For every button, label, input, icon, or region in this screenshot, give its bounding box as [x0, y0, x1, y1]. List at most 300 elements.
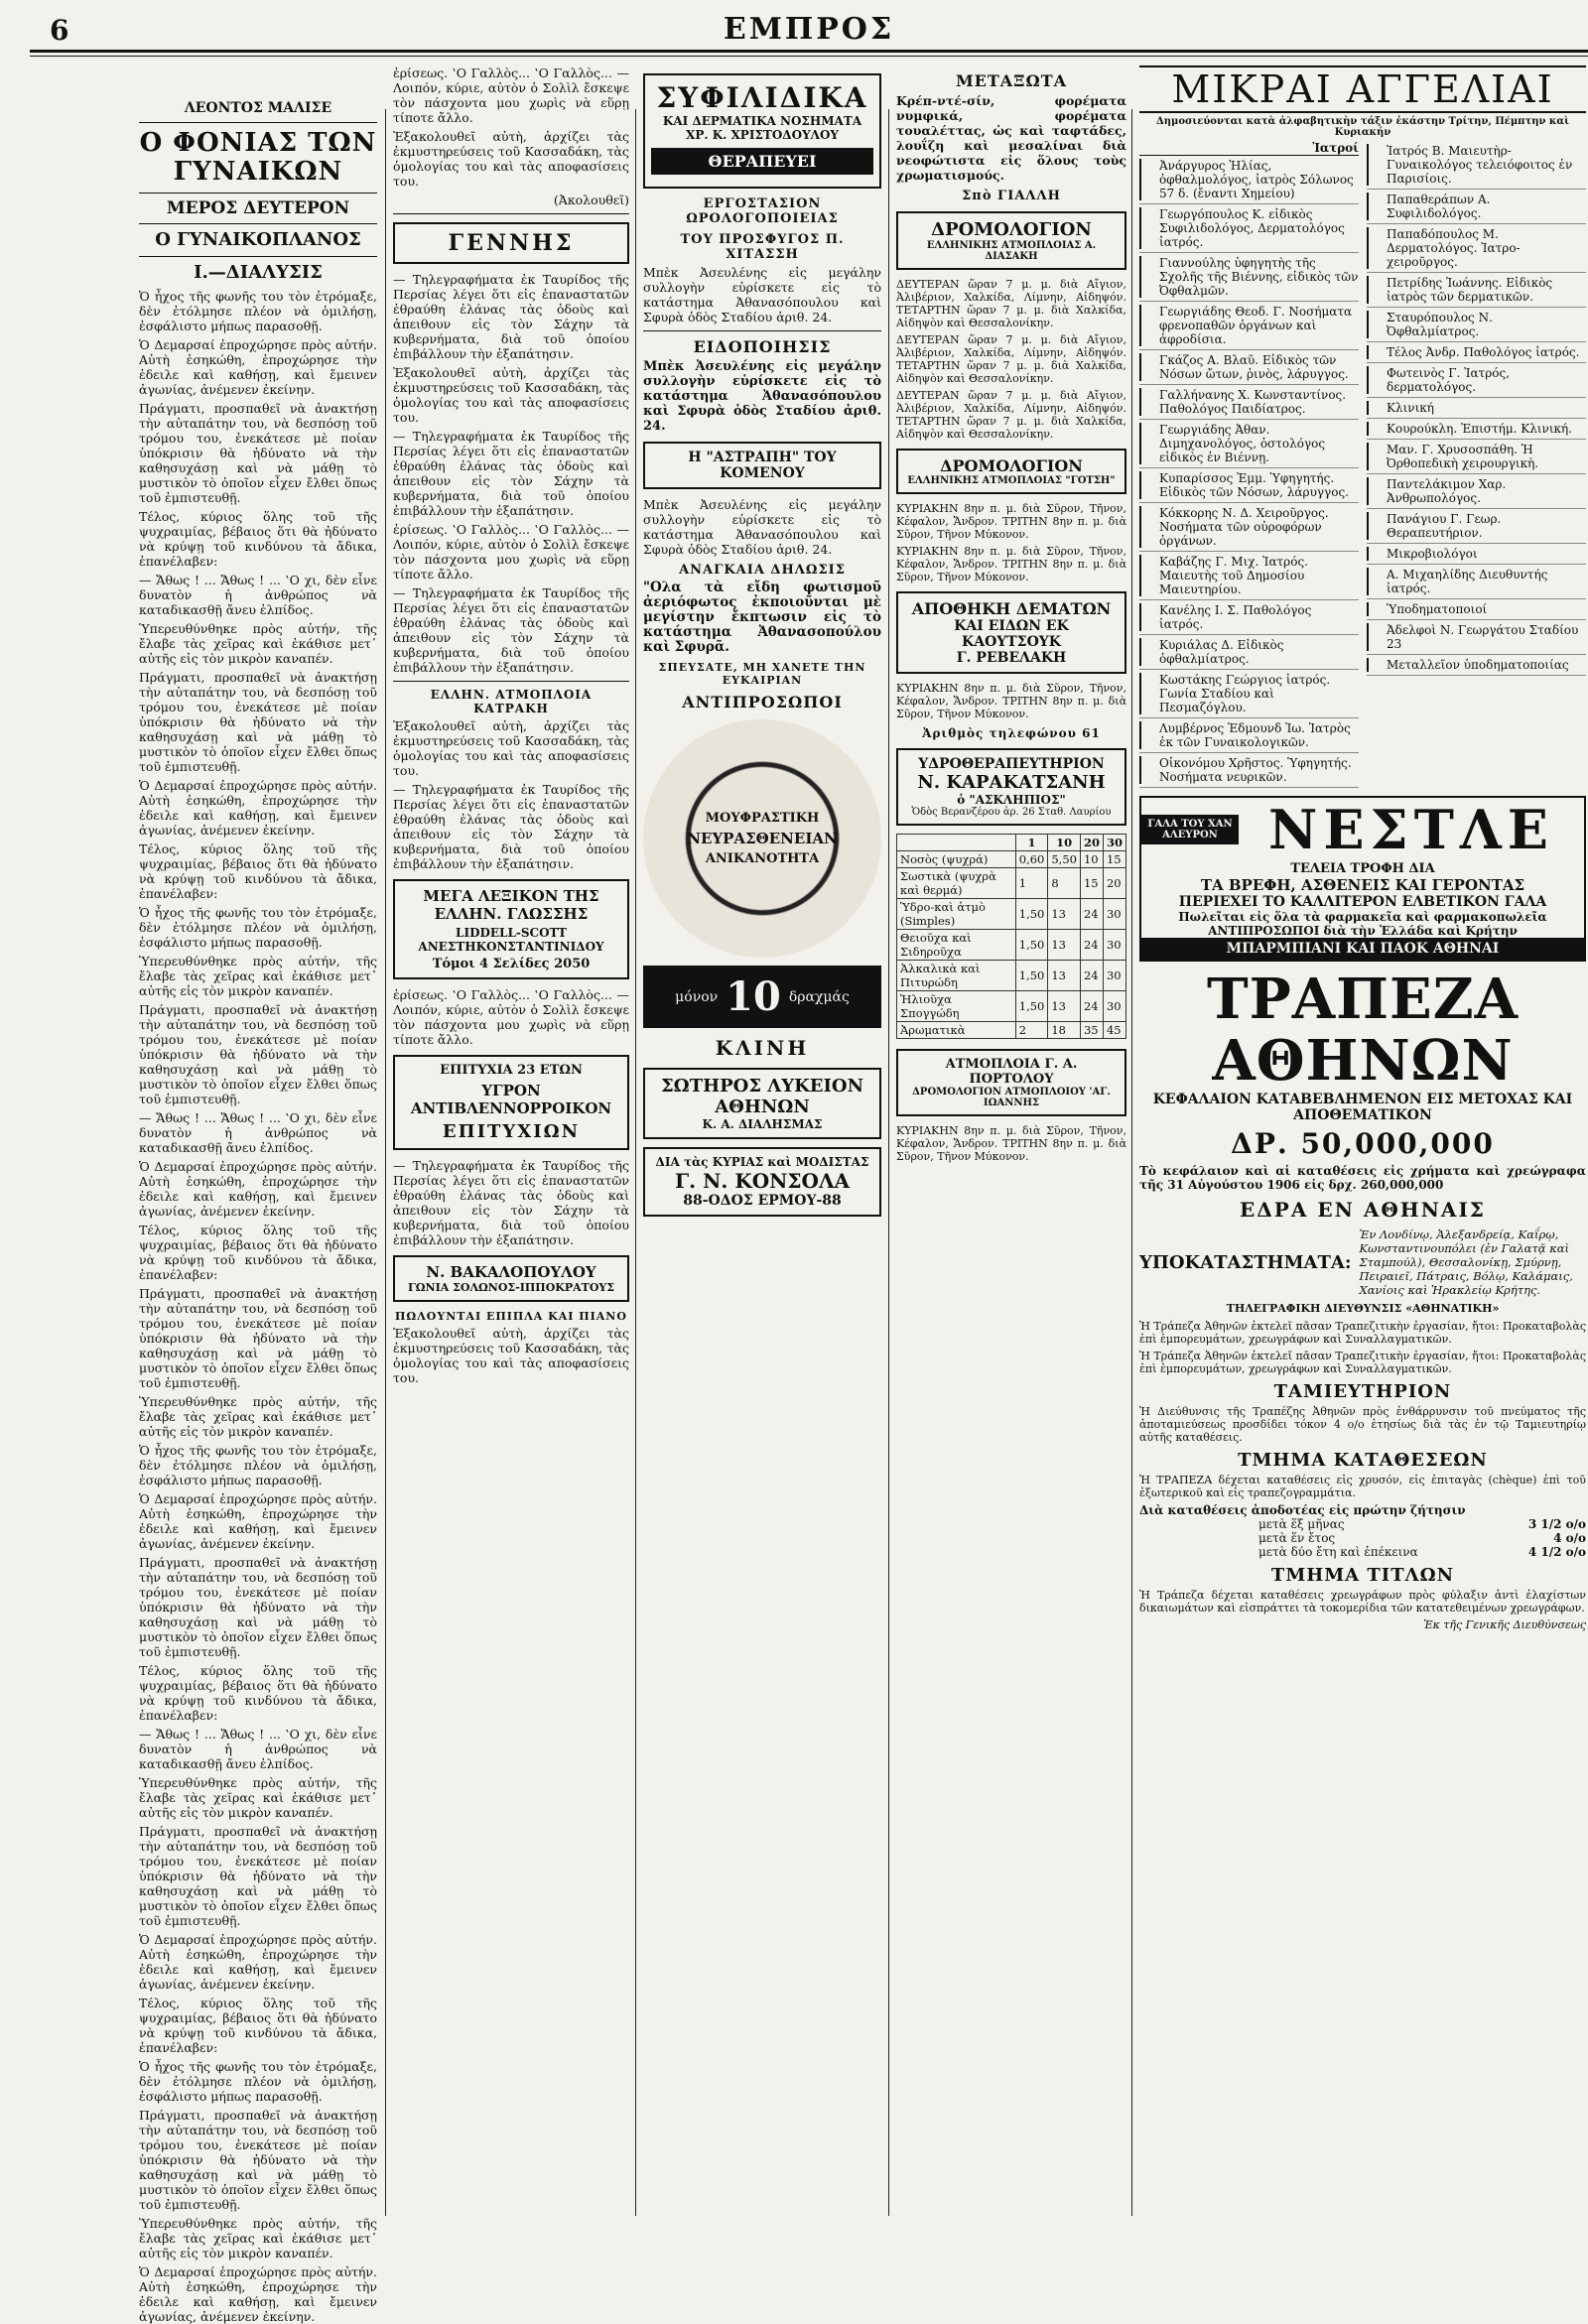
ad-bracket [1367, 422, 1383, 436]
route2-text: ΚΥΡΙΑΚΗΝ 8ην π. μ. διὰ Σῦρον, Τῆνον, Κέφαλον, Ἄνδρον. ΤΡΙΤΗΝ 8ην π. μ. διὰ Σῦρον, Τῆνον Μύκονον. [896, 502, 1126, 541]
classified-ad [1367, 141, 1586, 190]
price-table-cell: 30 [1103, 899, 1125, 930]
column-divider [635, 109, 636, 2216]
ad-bracket [1367, 658, 1383, 672]
workshop-owner: ΤΟΥ ΠΡΟΣΦΥΓΟΣ Π. ΧΙΤΑΣΣΗ [680, 232, 845, 262]
serial-paragraph: Πράγματι, προσπαθεῖ νὰ ἀνακτήσῃ τὴν αὐταπάτην του, νὰ δεσπόσῃ τοῦ τρόμου του, ἐνεκάτεσε μὲ ποίαν ὑπόκρισιν θὰ ἠδύνατο νὰ τὴν καθησυχάσῃ καὶ νὰ μάθῃ τὸ μυστικὸν τὸ ὁποῖον εἶχεν ἔλθει ὅπως τοῦ ἐμπιστευθῇ. [139, 1554, 377, 1659]
masthead [30, 12, 1588, 46]
classified-ad [1367, 544, 1586, 565]
classified-ad-text: Μεταλλεῖον ὑποδηματοποιίας [1387, 658, 1569, 672]
tonic-seal [643, 719, 881, 958]
masthead-rule-thin [30, 56, 1588, 57]
therap-banner: ΘΕΡΑΠΕΥΕΙ [651, 148, 873, 175]
shoes-title: ΑΠΟΘΗΚΗ ΔΕΜΑΤΩΝ [911, 599, 1112, 618]
price-table-cell: 0,60 [1015, 851, 1048, 868]
classified-ad-text: Γαλλήνανης Χ. Κωνσταντίνος. Παθολόγος Παιδίατρος. [1159, 388, 1347, 416]
classifieds-right [1367, 141, 1586, 788]
ad-paragraph: Μπὲκ Ἀσευλένης εἰς μεγάλην συλλογὴν εὑρίσκετε εἰς τὸ κατάστημα Ἀθανασόπουλου καὶ Σφυρὰ ὁδὸς Σταδίου ἀριθ. 24. [643, 265, 881, 324]
needful-title: ΑΝΑΓΚΑΙΑ ΔΗΛΩΣΙΣ [679, 563, 846, 578]
vitalis-ad [393, 1055, 629, 1150]
classified-ad-text: Μαν. Γ. Χρυσοσπάθη. Ἡ Ὀρθοπεδικὴ χειρουργικὴ. [1387, 443, 1539, 470]
services-column [896, 65, 1126, 2218]
konsola-address: 88-ΟΔΟΣ ΕΡΜΟΥ-88 [683, 1193, 842, 1209]
ad-bracket [1367, 276, 1383, 304]
konsola-ad [643, 1147, 881, 1217]
lyceum-director: Κ. Α. ΔΙΑΛΗΣΜΑΣ [702, 1117, 823, 1131]
serial-paragraph: Πράγματι, προσπαθεῖ νὰ ἀνακτήσῃ τὴν αὐταπάτην του, νὰ δεσπόσῃ τοῦ τρόμου του, ἐνεκάτεσε μὲ ποίαν ὑπόκρισιν θὰ ἠδύνατο νὰ τὴν καθησυχάσῃ καὶ νὰ μάθῃ τὸ μυστικὸν τὸ ὁποῖον εἶχεν ἔλθει ὅπως τοῦ ἐμπιστευθῇ. [139, 2107, 377, 2212]
route3-subtitle: ΔΡΟΜΟΛΟΓΙΟΝ ΑΤΜΟΠΛΟΙΟΥ 'ΑΓ. ΙΩΑΝΝΗΣ [912, 1087, 1111, 1108]
bank-capital: ΔΡ. 50,000,000 [1231, 1127, 1495, 1161]
price-table-cell: 1,50 [1015, 899, 1048, 930]
serial-paragraph: Πράγματι, προσπαθεῖ νὰ ἀνακτήσῃ τὴν αὐταπάτην του, νὰ δεσπόσῃ τοῦ τρόμου του, ἐνεκάτεσε μὲ ποίαν ὑπόκρισιν θὰ ἠδύνατο νὰ τὴν καθησυχάσῃ καὶ νὰ μάθῃ τὸ μυστικὸν τὸ ὁποῖον εἶχεν ἔλθει ὅπως τοῦ ἐμπιστευθῇ. [139, 1285, 377, 1390]
price-table-cell: 15 [1080, 868, 1103, 899]
classified-ad-text: Παντελάκιμον Χαρ. Ἀνθρωπολόγος. [1387, 477, 1507, 505]
deposits-title: ΤΜΗΜΑ ΚΑΤΑΘΕΣΕΩΝ [1238, 1450, 1488, 1472]
classified-ad-text: Κόκκορης Ν. Δ. Χειροῦργος. Νοσήματα τῶν οὐροφόρων ὀργάνων. [1159, 506, 1329, 548]
ad-bracket [1367, 602, 1383, 616]
silks-title: ΜΕΤΑΞΩΤΑ [955, 71, 1068, 90]
serial-paragraph: Πράγματι, προσπαθεῖ νὰ ἀνακτήσῃ τὴν αὐταπάτην του, νὰ δεσπόσῃ τοῦ τρόμου του, ἐνεκάτεσε μὲ ποίαν ὑπόκρισιν θὰ ἠδύνατο νὰ τὴν καθησυχάσῃ καὶ νὰ μάθῃ τὸ μυστικὸν τὸ ὁποῖον εἶχεν ἔλθει ὅπως τοῦ ἐμπιστευθῇ. [139, 400, 377, 505]
weddings-heading: ΓΕΝΝΗΣ [393, 222, 629, 264]
rate-row [1139, 1517, 1586, 1531]
rate-term: μετὰ δύο ἔτη καὶ ἐπέκεινα [1258, 1545, 1418, 1560]
classified-ad-text: Κυπαρίσσος Ἐμμ. Ὑφηγητής. Εἰδικὸς τῶν Νόσων, λάρυγγος. [1159, 471, 1349, 499]
nestle-line: ΠΕΡΙΕΧΕΙ ΤΟ ΚΑΛΛΙΤΕΡΟΝ ΕΛΒΕΤΙΚΟΝ ΓΑΛΑ [1178, 894, 1547, 910]
route2-box [896, 449, 1126, 494]
ad-bracket [1139, 756, 1155, 784]
price-table-row [897, 930, 1126, 961]
ad-bracket [1367, 547, 1383, 561]
price-table-cell: 5,50 [1048, 851, 1081, 868]
ad-bracket [1139, 721, 1155, 749]
news-paragraph: Ἐξακολουθεῖ αὐτὴ, ἀρχίζει τὰς ἐκμυστηρεύσεις τοῦ Κασσαδάκη, τὰς ὁμολογίας του καὶ τὰς αποφασίσεις του. [393, 129, 629, 189]
bank-footer: Ἐκ τῆς Γενικῆς Διευθύνσεως [1423, 1618, 1586, 1632]
serial-chapter: Ι.—ΔΙΑΛΥΣΙΣ [194, 262, 323, 284]
vitalis-subtitle: ΕΠΙΤΥΧΙΩΝ [442, 1121, 581, 1142]
price-table-header-cell: 10 [1048, 835, 1081, 851]
classifieds-column [1139, 65, 1586, 2218]
price-suffix: δραχμάς [788, 988, 850, 1005]
route3-box [896, 1049, 1126, 1116]
ad-bracket [1367, 443, 1383, 470]
ad-bracket [1139, 159, 1155, 200]
serial-paragraph: Ὁ Δεμαρσαί ἐπροχώρησε πρὸς αὐτήν. Αὐτὴ ἐσηκώθη, ἐπροχώρησε τὴν ἐδειλε καὶ καθήσῃ, καὶ ἔμεινεν ἀγωνίας, ἀνέμενεν ἐκείνην. [139, 1931, 377, 1992]
serial-paragraph: Ὁ Δεμαρσαί ἐπροχώρησε πρὸς αὐτήν. Αὐτὴ ἐσηκώθη, ἐπροχώρησε τὴν ἐδειλε καὶ καθήσῃ, καὶ ἔμεινεν ἀγωνίας, ἀνέμενεν ἐκείνην. [139, 1158, 377, 1219]
price-table-cell: 30 [1103, 961, 1125, 991]
deposits-text: Ἡ ΤΡΑΠΕΖΑ δέχεται καταθέσεις εἰς χρυσόν, εἰς ἐπιταγὰς (chèque) ἐπὶ τοῦ ἐξωτερικοῦ καὶ εἰς τραπεζογραμμάτια. [1139, 1474, 1586, 1500]
hydro-ad [896, 748, 1126, 826]
serial-author: ΛΕΟΝΤΟΣ ΜΑΛΙΣΕ [184, 100, 332, 116]
classified-ad [1139, 718, 1359, 753]
vitalis-product: ΥΓΡΟΝ ΑΝΤΙΒΛΕΝΝΟΡΡΟΙΚΟΝ [410, 1082, 612, 1117]
rate-value: 4 1/2 ο/ο [1527, 1545, 1586, 1560]
titles-title: ΤΜΗΜΑ ΤΙΤΛΩΝ [1270, 1565, 1455, 1587]
classified-ad-text: Ἀδελφοὶ Ν. Γεωργάτου Σταδίου 23 [1387, 623, 1579, 651]
ad-bracket [1367, 623, 1383, 651]
ad-bracket [1139, 638, 1155, 666]
serial-paragraph: Πράγματι, προσπαθεῖ νὰ ἀνακτήσῃ τὴν αὐταπάτην του, νὰ δεσπόσῃ τοῦ τρόμου του, ἐνεκάτεσε μὲ ποίαν ὑπόκρισιν θὰ ἠδύνατο νὰ τὴν καθησυχάσῃ καὶ νὰ μάθῃ τὸ μυστικὸν τὸ ὁποῖον εἶχεν ἔλθει ὅπως τοῦ ἐμπιστευθῇ. [139, 1001, 377, 1106]
rate-term: μετὰ ἕν ἔτος [1258, 1531, 1336, 1546]
price-table-cell: 20 [1103, 868, 1125, 899]
ad-bracket [1367, 144, 1383, 186]
ad-bracket [1139, 256, 1155, 298]
ad-bracket [1139, 506, 1155, 548]
price-table-cell: 35 [1080, 1022, 1103, 1039]
workshop-title: ΕΡΓΟΣΤΑΣΙΟΝ ΩΡΟΛΟΓΟΠΟΙΕΙΑΣ [686, 196, 839, 226]
classified-ad [1367, 398, 1586, 419]
classified-ad [1367, 565, 1586, 599]
classified-ad [1367, 440, 1586, 474]
classified-ad [1139, 385, 1359, 420]
serial-continues: (Ἀκολουθεῖ) [553, 193, 629, 207]
bank-seat: ΕΔΡΑ ΕΝ ΑΘΗΝΑΙΣ [1240, 1198, 1486, 1223]
price-table-cell: Ὑδρο-καὶ ἀτμὸ (Simples) [897, 899, 1016, 930]
rate-value: 4 ο/ο [1553, 1531, 1586, 1546]
classified-ad [1139, 753, 1359, 788]
route2-text: ΚΥΡΙΑΚΗΝ 8ην π. μ. διὰ Σῦρον, Τῆνον, Κέφαλον, Ἄνδρον. ΤΡΙΤΗΝ 8ην π. μ. διὰ Σῦρον, Τῆνον Μύκονον. [896, 545, 1126, 583]
seal-top-text: ΜΟΥΦΡΑΣΤΙΚΗ [705, 811, 820, 826]
serial-paragraph: Τέλος, κύριος ὅλης τοῦ τῆς ψυχραιμίας, βέβαιος ὅτι θὰ ἠδύνατο νὰ κρύψῃ τοῦ κινδύνου τὰ ἄδικα, ἐπανέλαβεν: [139, 508, 377, 569]
classified-ad [1139, 204, 1359, 253]
serial-paragraph: — Ἄθως ! ... Ἄθως ! ... ‛Ο χι, δὲν εἶνε δυνατὸν ἡ ἀνθρώπος νὰ καταδικασθῇ ἄνευ ἐλπίδος. [139, 1109, 377, 1155]
seal-middle-text: ΝΕΥΡΑΣΘΕΝΕΙΑΝ [687, 830, 838, 847]
price-table-header-cell: 30 [1103, 835, 1125, 851]
serial-column [139, 95, 377, 2324]
rate-row [1139, 1531, 1586, 1545]
price-table-header-cell [897, 835, 1016, 851]
price-table-row [897, 851, 1126, 868]
serial-paragraph: Ὁ Δεμαρσαί ἐπροχώρησε πρὸς αὐτήν. Αὐτὴ ἐσηκώθη, ἐπροχώρησε τὴν ἐδειλε καὶ καθήσῃ, καὶ ἔμεινεν ἀγωνίας, ἀνέμενεν ἐκείνην. [139, 2263, 377, 2324]
route2-subtitle: ΕΛΛΗΝΙΚΗΣ ΑΤΜΟΠΛΟΙΑΣ "ΓΟΤΣΗ" [907, 475, 1116, 486]
bank-note: Τὸ κεφάλαιον καὶ αἱ καταθέσεις εἰς χρήματα καὶ χρεώγραφα τῆς 31 Αὐγούστου 1906 εἰς δρχ. 260,000,000 [1139, 1164, 1586, 1193]
price-table-cell: 1 [1015, 868, 1048, 899]
shoes-ad [896, 591, 1126, 674]
ad-bracket [1367, 345, 1383, 359]
classified-ad-text: Κανέλης Ι. Σ. Παθολόγος ἰατρός. [1159, 603, 1312, 631]
konsola-tagline: ΔΙΑ τὰς ΚΥΡΙΑΣ καὶ ΜΟΔΙΣΤΑΣ [655, 1155, 869, 1169]
classified-ad-text: Παπαδόπουλος Μ. Δερματολόγος. Ἰατρο-χειροῦργος. [1387, 227, 1521, 269]
price-table-cell: 30 [1103, 930, 1125, 961]
column-divider [888, 109, 889, 2216]
silks-store: Σπὸ ΓΙΑΛΛΗ [962, 189, 1061, 203]
classified-ad-text: Α. Μιχαηλίδης Διευθυντής ἰατρός. [1387, 568, 1548, 595]
route1-text: ΔΕΥΤΕΡΑΝ ὥραν 7 μ. μ. διὰ Αἴγιον, Ἀλιβέριον, Χαλκίδα, Λίμνην, Αἰδηψόν. ΤΕΤΑΡΤΗΝ ὥραν 7 μ. μ. διὰ Χαλκίδα, Αἰδηψὸν καὶ Θεσσαλονίκην. [896, 389, 1126, 441]
ad-bracket [1367, 512, 1383, 540]
price-prefix: μόνον [675, 988, 719, 1005]
vitalis-title: ΕΠΙΤΥΧΙΑ 23 ΕΤΩΝ [440, 1063, 583, 1078]
serial-paragraph: Ὑπερευθύνθηκε πρὸς αὐτήν, τῆς ἔλαβε τὰς χεῖρας καὶ ἐκάθισε μετ᾽ αὐτῆς εἰς τὸν μικρὸν καναπέν. [139, 953, 377, 998]
dictionary-subtitle: LIDDELL-SCOTT ΑΝΕΣΤΗΚΟΝΣΤΑΝΤΙΝΙΔΟΥ [418, 926, 604, 954]
classified-ad [1367, 363, 1586, 398]
price-table-cell: 24 [1080, 991, 1103, 1022]
syphilis-doctor: ΧΡ. Κ. ΧΡΙΣΤΟΔΟΥΛΟΥ [686, 128, 839, 142]
nestle-agents: ΜΠΑΡΜΠΙΑΝΙ ΚΑΙ ΠΑΟΚ ΑΘΗΝΑΙ [1141, 938, 1584, 960]
hydro-title: ΥΔΡΟΘΕΡΑΠΕΥΤΗΡΙΟΝ [918, 756, 1105, 772]
serial-title: Ο ΦΟΝΙΑΣ ΤΩΝ ΓΥΝΑΙΚΩΝ [139, 128, 377, 187]
serial-paragraph: Τέλος, κύριος ὅλης τοῦ τῆς ψυχραιμίας, βέβαιος ὅτι θὰ ἠδύνατο νὰ κρύψῃ τοῦ κινδύνου τὰ ἄδικα, ἐπανέλαβεν: [139, 1222, 377, 1282]
ad-bracket [1367, 193, 1383, 220]
masthead-rule [30, 50, 1588, 53]
classified-ad-text: Σταυρόπουλος Ν. Ὀφθαλμίατρος. [1387, 311, 1493, 338]
ad-bracket [1139, 555, 1155, 596]
bank-paragraph: Ἡ Τράπεζα Ἀθηνῶν ἐκτελεῖ πᾶσαν Τραπεζιτικὴν ἐργασίαν, ἤτοι: Προκαταβολὰς ἐπὶ ἐμπορευμάτων, χρεωγράφων καὶ Συναλλαγματικῶν. [1139, 1320, 1586, 1347]
branches-row [1139, 1227, 1586, 1297]
price-value: 10 [726, 973, 781, 1020]
classified-ad-text: Πανάγιου Γ. Γεωρ. Θεραπευτήριον. [1387, 512, 1502, 540]
doctors-label: Ἰατροί [1139, 141, 1359, 156]
classified-ad-text: Κλινική [1387, 401, 1434, 415]
serial-paragraph: Ὑπερευθύνθηκε πρὸς αὐτήν, τῆς ἔλαβε τὰς χεῖρας καὶ ἐκάθισε μετ᾽ αὐτῆς εἰς τὸν μικρὸν καναπέν. [139, 620, 377, 666]
ad-bracket [1367, 366, 1383, 394]
bed-heading: ΚΛΙΝΗ [715, 1036, 810, 1060]
serial-paragraph: Ὁ ἦχος τῆς φωνῆς του τὸν ἐτρόμαξε, δὲν ἐτόλμησε πλέον νὰ ὁμιλήσῃ, ἐσφάλιστο μήπως παρασοθῇ. [139, 904, 377, 950]
price-table-row [897, 899, 1126, 930]
price-table-cell: Ἀρωματικὰ [897, 1022, 1016, 1039]
classified-ad [1367, 620, 1586, 655]
price-table-cell: Ἀλκαλικὰ καὶ Πιτυρώδη [897, 961, 1016, 991]
hydro-owner: Ν. ΚΑΡΑΚΑΤΣΑΝΗ [917, 772, 1106, 793]
steamship-heading: ΕΛΛΗΝ. ΑΤΜΟΠΛΟΙΑ ΚΑΤΡΑΚΗ [430, 688, 593, 715]
bank-paragraph: Ἡ Τράπεζα Ἀθηνῶν ἐκτελεῖ πᾶσαν Τραπεζιτικὴν ἐργασίαν, ἤτοι: Προκαταβολὰς ἐπὶ ἐμπορευμάτων, χρεωγράφων καὶ Συναλλαγματικῶν. [1139, 1350, 1586, 1376]
price-table-row [897, 1022, 1126, 1039]
nestle-ad [1139, 796, 1586, 962]
classified-ad-text: Γιαννούλης ὑφηγητὴς τῆς Σχολῆς τῆς Βιέννης, εἰδικὸς τῶν Ὀφθαλμῶν. [1159, 256, 1359, 298]
hurry-line: ΣΠΕΥΣΑΤΕ, ΜΗ ΧΑΝΕΤΕ ΤΗΝ ΕΥΚΑΙΡΙΑΝ [658, 661, 866, 687]
serial-paragraph: Ὁ ἦχος τῆς φωνῆς του τὸν ἐτρόμαξε, δὲν ἐτόλμησε πλέον νὰ ὁμιλήσῃ, ἐσφάλιστο μήπως παρασοθῇ. [139, 1442, 377, 1487]
bath-price-table [896, 834, 1126, 1039]
nestle-name: ΝΕΣΤΛΕ [1268, 798, 1554, 861]
classified-ad-text: Γεωργιάδης Ἀθαν. Διμηχανολόγος, ὀστολόγος εἰδικὸς ἐν Βιέννῃ. [1159, 423, 1326, 464]
ad-bracket [1139, 305, 1155, 346]
classified-ad-text: Κυριάλας Δ. Εἰδικὸς ὀφθαλμίατρος. [1159, 638, 1284, 666]
news-paragraph: ἐρίσεως. ‛Ο Γαλλὸς... ‛Ο Γαλλὸς... — Λοιπόν, κύριε, αὐτὸν ὁ Σολὶλ ἔσκεψε τὸν πάσχοντα μου χωρὶς νὰ εὕρῃ τίποτε ἄλλο. [393, 987, 629, 1047]
ad-bracket [1367, 477, 1383, 505]
serial-section: Ο ΓΥΝΑΙΚΟΠΛΑΝΟΣ [155, 229, 361, 251]
ad-bracket [1139, 603, 1155, 631]
classified-ad [1367, 224, 1586, 273]
price-table-cell: 45 [1103, 1022, 1125, 1039]
syphilis-ad [643, 73, 881, 189]
price-table-cell: 24 [1080, 899, 1103, 930]
serial-paragraph: Ὁ Δεμαρσαί ἐπροχώρησε πρὸς αὐτήν. Αὐτὴ ἐσηκώθη, ἐπροχώρησε τὴν ἐδειλε καὶ καθήσῃ, καὶ ἔμεινεν ἀγωνίας, ἀνέμενεν ἐκείνην. [139, 336, 377, 397]
syphilis-subtitle: ΚΑΙ ΔΕΡΜΑΤΙΚΑ ΝΟΣΗΜΑΤΑ [662, 114, 862, 128]
telegraph-line: ΤΗΛΕΓΡΑΦΙΚΗ ΔΙΕΥΘΥΝΣΙΣ «ΑΘΗΝΑΤΙΚΗ» [1226, 1302, 1500, 1316]
serial-paragraph: Πράγματι, προσπαθεῖ νὰ ἀνακτήσῃ τὴν αὐταπάτην του, νὰ δεσπόσῃ τοῦ τρόμου του, ἐνεκάτεσε μὲ ποίαν ὑπόκρισιν θὰ ἠδύνατο νὰ τὴν καθησυχάσῃ καὶ νὰ μάθῃ τὸ μυστικὸν τὸ ὁποῖον εἶχεν ἔλθει ὅπως τοῦ ἐμπιστευθῇ. [139, 1823, 377, 1928]
hydro-address: Ὁδὸς Βερανζέρου ἀρ. 26 Σταθ. Λαυρίου [911, 807, 1112, 818]
price-table-cell: 2 [1015, 1022, 1048, 1039]
notice-title: ΕΙΔΟΠΟΙΗΣΙΣ [693, 337, 832, 356]
ad-bracket [1367, 401, 1383, 415]
serial-paragraph: Τέλος, κύριος ὅλης τοῦ τῆς ψυχραιμίας, βέβαιος ὅτι θὰ ἠδύνατο νὰ κρύψῃ τοῦ κινδύνου τὰ ἄδικα, ἐπανέλαβεν: [139, 840, 377, 901]
news-paragraph: ἐρίσεως. ‛Ο Γαλλὸς... ‛Ο Γαλλὸς... — Λοιπόν, κύριε, αὐτὸν ὁ Σολὶλ ἔσκεψε τὸν πάσχοντα μου χωρὶς νὰ εὕρῃ τίποτε ἄλλο. [393, 522, 629, 581]
news-paragraph: — Τηλεγραφήματα ἐκ Ταυρίδος τῆς Περσίας λέγει ὅτι εἰς ἐπαναστατῶν ἐθραύθη ἐλάνας τὰς ὁδοὺς καὶ ἀπειθουν εἰς τὸν Σάχην τὰ κυβερνήματα, διὰ τοῦ ὁποίου ἐπιβάλλουν τὴν ἐξαπάτησιν. [393, 585, 629, 675]
route1-subtitle: ΕΛΛΗΝΙΚΗΣ ΑΤΜΟΠΛΟΙΑΣ Α. ΔΙΑΣΑΚΗ [926, 240, 1097, 262]
ad-paragraph: Μπὲκ Ἀσευλένης εἰς μεγάλην συλλογὴν εὑρίσκετε εἰς τὸ κατάστημα Ἀθανασόπουλου καὶ Σφυρὰ ὁδὸς Σταδίου ἀριθ. 24. [643, 497, 881, 557]
news-paragraph: Ἐξακολουθεῖ αὐτὴ, ἀρχίζει τὰς ἐκμυστηρεύσεις τοῦ Κασσαδάκη, τὰς ὁμολογίας του καὶ τὰς αποφασίσεις του. [393, 718, 629, 778]
route3-title: ΑΤΜΟΠΛΟΙΑ Γ. Α. ΠΟΡΤΟΛΟΥ [945, 1057, 1078, 1087]
bank-subtitle: ΚΕΦΑΛΑΙΟΝ ΚΑΤΑΒΕΒΛΗΜΕΝΟΝ ΕΙΣ ΜΕΤΟΧΑΣ ΚΑΙ ΑΠΟΘΕΜΑΤΙΚΟΝ [1152, 1092, 1573, 1124]
astrapi-heading: Η "ΑΣΤΡΑΠΗ" ΤΟΥ ΚΟΜΕΝΟΥ [643, 442, 881, 489]
dictionary-ad [393, 879, 629, 979]
classified-ad-text: Παπαθεράπων Α. Συφιλιδολόγος. [1387, 193, 1491, 220]
serial-paragraph: Ὁ Δεμαρσαί ἐπροχώρησε πρὸς αὐτήν. Αὐτὴ ἐσηκώθη, ἐπροχώρησε τὴν ἐδειλε καὶ καθήσῃ, καὶ ἔμεινεν ἀγωνίας, ἀνέμενεν ἐκείνην. [139, 1490, 377, 1551]
classified-ad [1139, 468, 1359, 503]
classified-ad [1139, 600, 1359, 635]
serial-paragraph: — Ἄθως ! ... Ἄθως ! ... ‛Ο χι, δὲν εἶνε δυνατὸν ἡ ἀνθρώπος νὰ καταδικασθῇ ἄνευ ἐλπίδος. [139, 1726, 377, 1771]
shoes-subtitle: ΚΑΙ ΕΙΔΩΝ ΕΚ ΚΑΟΥΤΣΟΥΚ [954, 618, 1069, 650]
classified-ad-text: Κουρούκλη. Ἐπιστήμ. Κλινική. [1387, 422, 1573, 436]
lyceum-ad [643, 1068, 881, 1139]
news-paragraph: — Τηλεγραφήματα ἐκ Ταυρίδος τῆς Περσίας λέγει ὅτι εἰς ἐπαναστατῶν ἐθραύθη ἐλάνας τὰς ὁδοὺς καὶ ἀπειθουν εἰς τὸν Σάχην τὰ κυβερνήματα, διὰ τοῦ ὁποίου ἐπιβάλλουν τὴν ἐξαπάτησιν. [393, 782, 629, 871]
nestle-line: ΤΑ ΒΡΕΦΗ, ΑΣΘΕΝΕΙΣ ΚΑΙ ΓΕΡΟΝΤΑΣ [1200, 876, 1525, 894]
serial-paragraph: Ὁ ἦχος τῆς φωνῆς του τὸν ἐτρόμαξε, δὲν ἐτόλμησε πλέον νὰ ὁμιλήσῃ, ἐσφάλιστο μήπως παρασοθῇ. [139, 288, 377, 333]
serial-paragraph: Τέλος, κύριος ὅλης τοῦ τῆς ψυχραιμίας, βέβαιος ὅτι θὰ ἠδύνατο νὰ κρύψῃ τοῦ κινδύνου τὰ ἄδικα, ἐπανέλαβεν: [139, 1662, 377, 1723]
price-table-cell: Νοσὸς (ψυχρά) [897, 851, 1016, 868]
serial-paragraph: Πράγματι, προσπαθεῖ νὰ ἀνακτήσῃ τὴν αὐταπάτην του, νὰ δεσπόσῃ τοῦ τρόμου του, ἐνεκάτεσε μὲ ποίαν ὑπόκρισιν θὰ ἠδύνατο νὰ τὴν καθησυχάσῃ καὶ νὰ μάθῃ τὸ μυστικὸν τὸ ὁποῖον εἶχεν ἔλθει ὅπως τοῦ ἐμπιστευθῇ. [139, 669, 377, 774]
news-paragraph: Ἐξακολουθεῖ αὐτὴ, ἀρχίζει τὰς ἐκμυστηρεύσεις τοῦ Κασσαδάκη, τὰς ὁμολογίας του καὶ τὰς αποφασίσεις του. [393, 365, 629, 425]
newspaper-name: ΕΜΠΡΟΣ [723, 12, 895, 47]
ad-bracket [1139, 673, 1155, 714]
classified-ad-text: Καβάζης Γ. Μιχ. Ἰατρός. Μαιευτὴς τοῦ Δημοσίου Μαιευτηρίου. [1159, 555, 1308, 596]
news-paragraph: Ἐξακολουθεῖ αὐτὴ, ἀρχίζει τὰς ἐκμυστηρεύσεις τοῦ Κασσαδάκη, τὰς ὁμολογίας του καὶ τὰς αποφασίσεις του. [393, 1326, 629, 1385]
price-table-cell: 8 [1048, 868, 1081, 899]
branches-label: ΥΠΟΚΑΤΑΣΤΗΜΑΤΑ: [1139, 1251, 1352, 1273]
price-table-cell: 13 [1048, 899, 1081, 930]
news-column [393, 65, 629, 2218]
nestle-line: ΑΝΤΙΠΡΟΣΩΠΟΙ διὰ τὴν Ἑλλάδα καὶ Κρήτην [1208, 924, 1518, 938]
price-table-cell: 24 [1080, 930, 1103, 961]
classifieds-left [1139, 141, 1359, 788]
ad-bracket [1139, 353, 1155, 381]
serial-paragraph: Ὑπερευθύνθηκε πρὸς αὐτήν, τῆς ἔλαβε τὰς χεῖρας καὶ ἐκάθισε μετ᾽ αὐτῆς εἰς τὸν μικρὸν καναπέν. [139, 2215, 377, 2260]
price-table-header-cell: 20 [1080, 835, 1103, 851]
price-table-cell: Θειοῦχα καὶ Σιδηροῦχα [897, 930, 1016, 961]
price-table-cell: 1,50 [1015, 930, 1048, 961]
serial-paragraph: Ὑπερευθύνθηκε πρὸς αὐτήν, τῆς ἔλαβε τὰς χεῖρας καὶ ἐκάθισε μετ᾽ αὐτῆς εἰς τὸν μικρὸν καναπέν. [139, 1774, 377, 1820]
branches-list: Ἐν Λονδίνῳ, Ἀλεξανδρείᾳ, Καΐρῳ, Κωνσταντινουπόλει (ἐν Γαλατᾷ καὶ Σταμπούλ), Θεσσαλονίκῃ, Σμύρνῃ, Πειραιεῖ, Πάτραις, Βόλῳ, Καλάμαις, Χανίοις καὶ Ἡρακλείῳ Κρήτης. [1359, 1227, 1573, 1298]
price-table-cell: 1,50 [1015, 991, 1048, 1022]
agents-title: ΑΝΤΙΠΡΟΣΩΠΟΙ [682, 693, 843, 711]
classified-ad [1367, 308, 1586, 342]
classified-ad-text: Τέλος Ἀνδρ. Παθολόγος ἰατρός. [1387, 345, 1580, 359]
classified-ad-text: Οἰκονόμου Χρῆστος. Ὑφηγητής. Νοσήματα νευρικῶν. [1159, 756, 1352, 784]
savings-title: ΤΑΜΙΕΥΤΗΡΙΟΝ [1273, 1381, 1452, 1403]
classified-ad [1139, 635, 1359, 670]
news-paragraph: ἐρίσεως. ‛Ο Γαλλὸς... ‛Ο Γαλλὸς... — Λοιπόν, κύριε, αὐτὸν ὁ Σολὶλ ἔσκεψε τὸν πάσχοντα μου χωρὶς νὰ εὕρῃ τίποτε ἄλλο. [393, 65, 629, 125]
price-table-cell: 15 [1103, 851, 1125, 868]
ad-bracket [1367, 568, 1383, 595]
classified-ad [1139, 670, 1359, 718]
serial-paragraph: — Ἄθως ! ... Ἄθως ! ... ‛Ο χι, δὲν εἶνε δυνατὸν ἡ ἀνθρώπος νὰ καταδικασθῇ ἄνευ ἐλπίδος. [139, 572, 377, 617]
classified-ad [1139, 253, 1359, 302]
classified-ad-text: Κωστάκης Γεώργιος ἰατρός. Γωνία Σταδίου καὶ Πεσμαζόγλου. [1159, 673, 1331, 714]
price-banner [643, 966, 881, 1028]
syphilis-title: ΣΥΦΙΛΙΔΙΚΑ [656, 81, 868, 114]
pharmacy-address: ΓΩΝΙΑ ΣΟΛΩΝΟΣ-ΙΠΠΟΚΡΑΤΟΥΣ [407, 1281, 615, 1294]
classified-ad-text: Λυμβέρνος Ἐδμουνδ Ἰω. Ἰατρὸς ἐκ τῶν Γυναικολογικῶν. [1159, 721, 1351, 749]
pharmacy-ad [393, 1255, 629, 1302]
route1-title: ΔΡΟΜΟΛΟΓΙΟΝ [931, 219, 1092, 240]
classifieds-grid [1139, 141, 1586, 788]
ad-bracket [1139, 423, 1155, 464]
classified-ad-text: Γεωργιάδης Θεοδ. Γ. Νοσήματα φρενοπαθῶν ὀργάνων καὶ ἀφροδίσια. [1159, 305, 1353, 346]
classified-ad-text: Φωτεινὸς Γ. Ἰατρός, δερματολόγος. [1387, 366, 1511, 394]
classified-ad [1139, 302, 1359, 350]
route2-title: ΔΡΟΜΟΛΟΓΙΟΝ [940, 456, 1083, 475]
price-table-header-cell: 1 [1015, 835, 1048, 851]
classified-ad-text: Γκάζος Α. Βλαῦ. Εἰδικὸς τῶν Νόσων ὤτων, ῥινὸς, λάρυγγος. [1159, 353, 1349, 381]
titles-text: Ἡ Τράπεζα δέχεται καταθέσεις χρεωγράφων πρὸς φύλαξιν ἀντὶ ἐλαχίστων δικαιωμάτων καὶ εἰσπράττει τὰ τοκομερίδια τῶν κατατεθειμένων χρεωγράφων. [1139, 1589, 1586, 1615]
classified-ad [1139, 503, 1359, 552]
ad-bracket [1367, 227, 1383, 269]
column-divider [385, 109, 386, 2216]
savings-text: Ἡ Διεύθυνσις τῆς Τραπέζης Ἀθηνῶν πρὸς ἐνθάρρυνσιν τοῦ πνεύματος τῆς ἀποταμιεύσεως προσδίδει τόκον 4 ο/ο ἐτησίως διὰ τὰς ἐν τῷ Ταμιευτηρίῳ αὐτῆς καταθέσεις. [1139, 1405, 1586, 1445]
classified-ad [1367, 273, 1586, 308]
ads-column [643, 65, 881, 2218]
classified-ad [1367, 655, 1586, 676]
classified-ad [1139, 156, 1359, 204]
serial-paragraph: Ὁ ἦχος τῆς φωνῆς του τὸν ἐτρόμαξε, δὲν ἐτόλμησε πλέον νὰ ὁμιλήσῃ, ἐσφάλιστο μήπως παρασοθῇ. [139, 2058, 377, 2104]
price-table-cell: 13 [1048, 930, 1081, 961]
price-table-cell: 30 [1103, 991, 1125, 1022]
price-table-cell: Ἡλιοῦχα Σπογγώδη [897, 991, 1016, 1022]
serial-part: ΜΕΡΟΣ ΔΕΥΤΕΡΟΝ [166, 197, 350, 218]
route1-text: ΔΕΥΤΕΡΑΝ ὥραν 7 μ. μ. διὰ Αἴγιον, Ἀλιβέριον, Χαλκίδα, Λίμνην, Αἰδηψόν. ΤΕΤΑΡΤΗΝ ὥραν 7 μ. μ. διὰ Χαλκίδα, Αἰδηψὸν καὶ Θεσσαλονίκην. [896, 333, 1126, 385]
price-table-row [897, 961, 1126, 991]
bank-title: ΤΡΑΠΕΖΑ ΑΘΗΝΩΝ [1206, 967, 1520, 1094]
price-table-row [897, 868, 1126, 899]
classified-ad [1367, 190, 1586, 224]
classified-ad-text: Πετρίδης Ἰωάννης. Εἰδικὸς ἰατρὸς τῶν δερματικῶν. [1387, 276, 1553, 304]
serial-paragraph: Τέλος, κύριος ὅλης τοῦ τῆς ψυχραιμίας, βέβαιος ὅτι θὰ ἠδύνατο νὰ κρύψῃ τοῦ κινδύνου τὰ ἄδικα, ἐπανέλαβεν: [139, 1995, 377, 2055]
classified-ad [1367, 474, 1586, 509]
classified-ad [1139, 350, 1359, 385]
news-paragraph: — Τηλεγραφήματα ἐκ Ταυρίδος τῆς Περσίας λέγει ὅτι εἰς ἐπαναστατῶν ἐθραύθη ἐλάνας τὰς ὁδοὺς καὶ ἀπειθουν εἰς τὸν Σάχην τὰ κυβερνήματα, διὰ τοῦ ὁποίου ἐπιβάλλουν τὴν ἐξαπάτησιν. [393, 429, 629, 518]
price-table-cell: 24 [1080, 961, 1103, 991]
piano-heading: ΠΩΛΟΥΝΤΑΙ ΕΠΙΠΛΑ ΚΑΙ ΠΙΑΝΟ [395, 1310, 627, 1323]
price-table-cell: 13 [1048, 991, 1081, 1022]
ad-bracket [1139, 388, 1155, 416]
nestle-line: Πωλεῖται εἰς ὅλα τὰ φαρμακεῖα καὶ φαρμακοπωλεῖα [1178, 910, 1547, 924]
notice-text: Μπὲκ Ἀσευλένης εἰς μεγάλην συλλογὴν εὑρίσκετε εἰς τὸ κατάστημα Ἀθανασόπουλου καὶ Σφυρὰ ὁδὸς Σταδίου ἀριθ. 24. [643, 359, 881, 434]
classified-ad-text: Ὑποδηματοποιοί [1387, 602, 1488, 616]
price-table-cell: Σωστικὰ (ψυχρὰ καὶ θερμά) [897, 868, 1016, 899]
rate-row [1139, 1545, 1586, 1559]
classified-ad [1139, 552, 1359, 600]
rate-value: 3 1/2 ο/ο [1527, 1517, 1586, 1532]
rate-term: μετὰ ἕξ μῆνας [1258, 1517, 1345, 1532]
column-divider [1131, 109, 1132, 2216]
classifieds-subtitle: Δημοσιεύονται κατὰ ἀλφαβητικὴν τάξιν ἑκάστην Τρίτην, Πέμπτην καὶ Κυριακήν [1156, 116, 1569, 138]
route3-text: ΚΥΡΙΑΚΗΝ 8ην π. μ. διὰ Σῦρον, Τῆνον, Κέφαλον, Ἄνδρον. ΤΡΙΤΗΝ 8ην π. μ. διὰ Σῦρον, Τῆνον Μύκονον. [896, 1124, 1126, 1163]
classified-ad [1367, 599, 1586, 620]
konsola-name: Γ. Ν. ΚΟΝΣΟΛΑ [674, 1169, 850, 1193]
price-table-cell: 10 [1080, 851, 1103, 868]
price-table-cell: 1,50 [1015, 961, 1048, 991]
ad-bracket [1139, 471, 1155, 499]
serial-paragraph: Ὁ Δεμαρσαί ἐπροχώρησε πρὸς αὐτήν. Αὐτὴ ἐσηκώθη, ἐπροχώρησε τὴν ἐδειλε καὶ καθήσῃ, καὶ ἔμεινεν ἀγωνίας, ἀνέμενεν ἐκείνην. [139, 777, 377, 838]
lyceum-title: ΣΩΤΗΡΟΣ ΛΥΚΕΙΟΝ ΑΘΗΝΩΝ [660, 1076, 864, 1117]
phone-line: Ἀριθμὸς τηλεφώνου 61 [922, 726, 1101, 740]
classifieds-title: ΜΙΚΡΑΙ ΑΓΓΕΛΙΑΙ [1139, 65, 1586, 113]
price-table-cell: 13 [1048, 961, 1081, 991]
hydro-name: ὁ "ΑΣΚΛΗΠΙΟΣ" [957, 793, 1066, 807]
classified-ad [1367, 342, 1586, 363]
classified-ad-text: Μικροβιολόγοι [1387, 547, 1478, 561]
news-paragraph: — Τηλεγραφήματα ἐκ Ταυρίδος τῆς Περσίας λέγει ὅτι εἰς ἐπαναστατῶν ἐθραύθη ἐλάνας τὰς ὁδοὺς καὶ ἀπειθουν εἰς τὸν Σάχην τὰ κυβερνήματα, διὰ τοῦ ὁποίου ἐπιβάλλουν τὴν ἐξαπάτησιν. [393, 272, 629, 361]
classified-ad-text: Ἰατρός Β. Μαιευτὴρ-Γυναικολόγος τελειόφοιτος ἐν Παρισίοις. [1387, 144, 1573, 186]
shoes-text: ΚΥΡΙΑΚΗΝ 8ην π. μ. διὰ Σῦρον, Τῆνον, Κέφαλον, Ἄνδρον. ΤΡΙΤΗΝ 8ην π. μ. διὰ Σῦρον, Τῆνον Μύκονον. [896, 682, 1126, 720]
